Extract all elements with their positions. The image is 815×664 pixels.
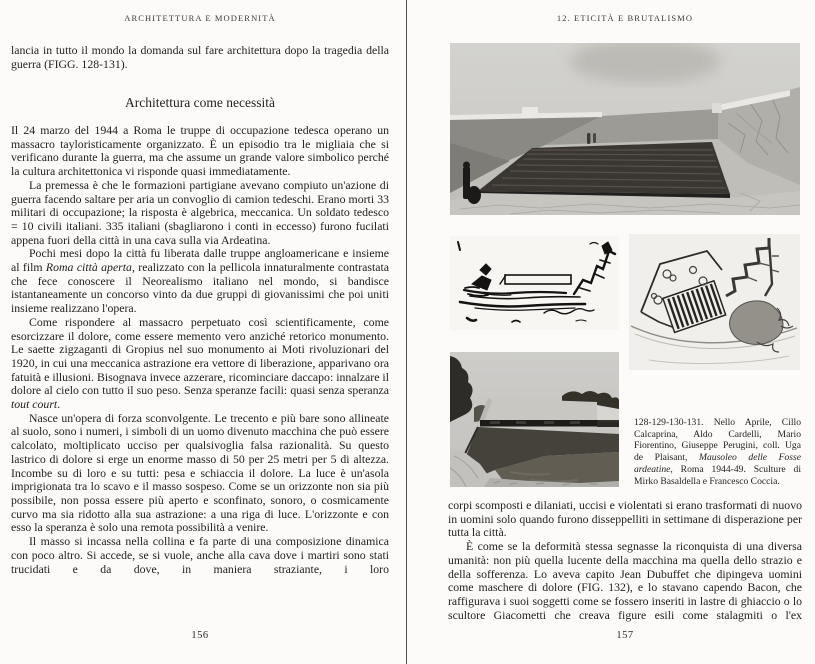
intro-paragraph <box>11 44 389 71</box>
text-run: , realizzato con la pellicola innaturalmente contrastata che fece conoscere il Neorealismo italiano nel mondo, si bandisce istantaneamente un concorso vinto da due gruppi di giovanissimi che poi uniti insieme realizzano l'opera. <box>11 260 389 316</box>
left-text-column <box>11 0 389 664</box>
paragraph: lancia in tutto il mondo la domanda sul fare architettura dopo la tragedia della guerra (FIGG. 128-131). <box>11 43 389 71</box>
caption-text: 128-129-130-131. Nello Aprile, Cillo Calcaprina, Aldo Cardelli, Mario Fiorentino, Giuseppe Perugini, coll. Uga de Plaisant, <box>634 417 801 464</box>
paragraph: Nasce un'opera di forza sconvolgente. Le trecento e più bare sono allineate al suolo, sono i numeri, i simboli di un uomo divenuto macchina che può essere calcolato, moltiplicato ucciso per qualsivoglia falsa razionalità. Su questo lastrico di dolore si erge un enorme masso di 50 per 25 metri per 5 di altezza. Incombe su di loro e su tutti: pesa e schiaccia il dolore. La luce è un'asola imprigionata tra lo scavo e il masso sospeso. Come se un orizzonte non sia più possibile, non possa essere più aperto e sconfinato, sonoro, o cosmicamente curvo ma sia ridotto alla sua astrazione: a una riga di luce. L'orizzonte e con esso la speranza è solo una remota possibilità a venire. <box>11 410 389 535</box>
page-right <box>408 0 815 664</box>
figure-ink-sketch <box>450 236 619 330</box>
page-number-left: 156 <box>191 630 209 641</box>
exterior-photo-graphic <box>450 352 619 487</box>
paragraph: È come se la deformità stessa segnasse la riconquista di una diversa umanità: non più quella lucente della macchina ma quella dello strazio e della sofferenza. Lo aveva capito Jean Dubuffet che dipingeva uomini come maschere di dolore (FIG. 132), e lo stavano capendo Bacon, che raffigurava i suoi soggetti come se fossero inseriti in lastre di ghiaccio o lo scultore Giacometti che creava figure esili come stalagmiti o l'ex <box>448 539 802 622</box>
left-body <box>11 124 389 576</box>
caption-text: , Roma 1944-49. Sculture di Mirko Basaldella e Francesco Coccia. <box>634 463 801 487</box>
interior-photo-graphic <box>450 43 800 215</box>
italic-title: Roma città aperta <box>45 260 132 275</box>
italic-phrase: tout court <box>11 397 58 412</box>
text-run: Come rispondere al massacro perpetuato così scientificamente, come esorcizzare il dolore, come essere memento vero anziché retorico monumento. Le saette zigzaganti di Gropius nel suo monumento ai Moti rivoluzionari del 1920, in cui una meccanica astrazione era vettore di liberazione, apparivano ora fatuità e illusioni. Bisognava invece azzerare, ricominciare daccapo: innalzare il dolore al cielo con tutto il suo peso. Senza speranze facili: quasi senza speranza <box>11 314 389 398</box>
paragraph: Il masso si incassa nella collina e fa parte di una composizione dinamica con poco altro. Si accede, se si vuole, anche alla cava dove i martiri sono stati trucidati e da dove, in maniera straziante, i loro <box>11 534 389 576</box>
site-plan-graphic <box>629 234 800 370</box>
page-number-right: 157 <box>616 630 634 641</box>
paragraph: Il 24 marzo del 1944 a Roma le truppe di occupazione tedesca operano un massacro tayloristicamente organizzato. È un episodio tra le migliaia che si verificano durante la guerra, ma che assume un grande valore simbolico perché la cultura architettonica vi risponde quasi immediatamente. <box>11 123 389 179</box>
paragraph <box>11 247 389 316</box>
paragraph: La premessa è che le formazioni partigiane avevano compiuto un'azione di guerra facendo saltare per aria un convoglio di camion tedeschi. Erano morti 33 militari di occupazione; la risposta è algebrica, meccanica. Un soldato tedesco = 10 civili italiani. 335 italiani (sbagliarono i conti in eccesso) furono fucilati appena fuori della città in una cava sulla via Ardeatina. <box>11 177 389 247</box>
page-gutter-divider <box>406 0 407 664</box>
section-title: Architettura come necessità <box>125 95 275 110</box>
figure-caption <box>634 417 801 487</box>
paragraph <box>11 316 389 412</box>
ink-sketch-graphic <box>450 236 619 330</box>
running-header-left: ARCHITETTURA E MODERNITÀ <box>124 13 276 23</box>
running-header-right: 12. ETICITÀ E BRUTALISMO <box>556 13 694 23</box>
page-left <box>0 0 405 664</box>
figure-mausoleum-interior-photo <box>450 43 800 215</box>
figure-site-plan <box>629 234 800 370</box>
caption-title-italic: Mausoleo delle Fosse ardeatine <box>634 452 801 475</box>
right-body <box>448 499 802 622</box>
text-run: . <box>57 397 61 412</box>
figure-mausoleum-exterior-photo <box>450 352 619 487</box>
text-run: Pochi mesi dopo la città fu liberata dalle truppe angloamericane e insieme al film <box>11 246 389 275</box>
paragraph: corpi scomposti e dilaniati, uccisi e violentati si erano trasformati di nuovo in uomini solo quando furono disseppelliti in settimane di disperazione per tutta la città. <box>448 498 802 540</box>
